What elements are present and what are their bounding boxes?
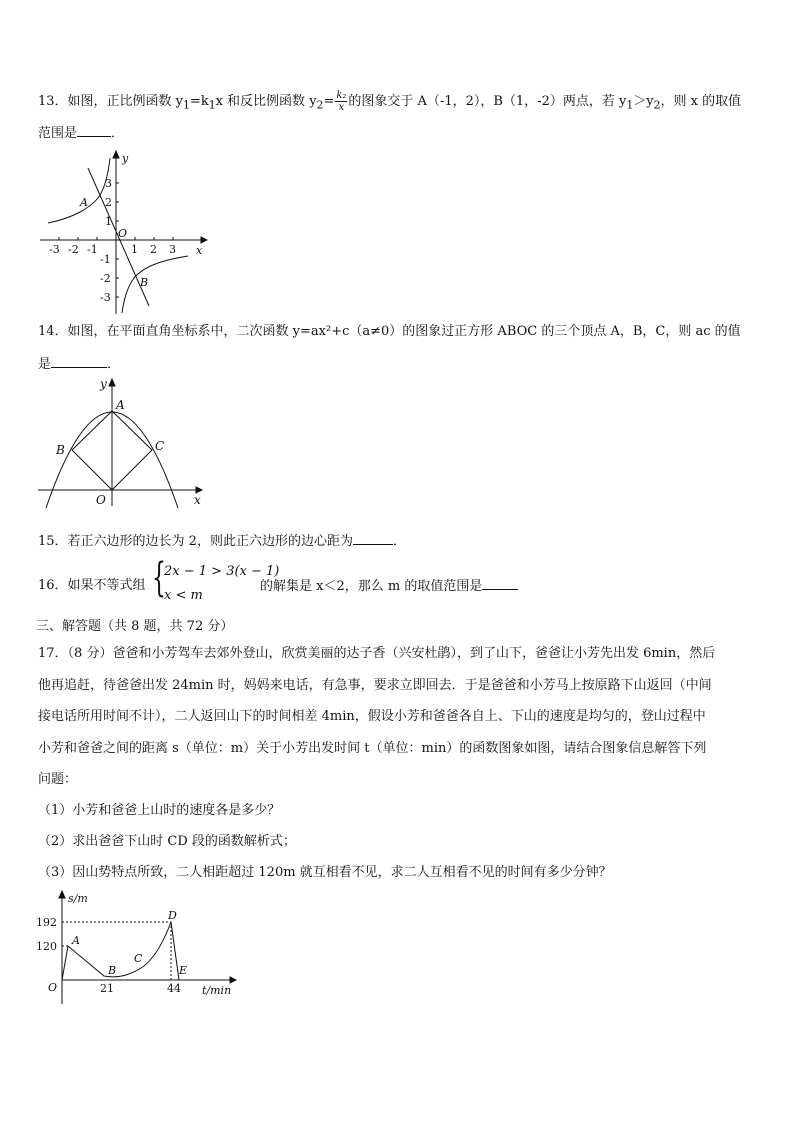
brace-glyph: { bbox=[152, 555, 166, 601]
q13-line2 bbox=[38, 124, 124, 143]
graph-q14 bbox=[36, 374, 208, 510]
q17-line bbox=[38, 771, 77, 789]
graph-q17 bbox=[34, 888, 244, 1008]
x-tick: 2 bbox=[150, 243, 157, 256]
x-tick: 3 bbox=[169, 243, 176, 256]
y-tick-192: 192 bbox=[36, 916, 57, 929]
x-tick: -2 bbox=[68, 243, 79, 256]
frac-den: x bbox=[338, 102, 345, 113]
y-tick: -3 bbox=[100, 291, 111, 304]
q17-subquestion bbox=[38, 802, 280, 820]
q13-text-f: ＞y bbox=[633, 94, 654, 109]
q17-text: 17．（8 分）爸爸和小芳驾车去郊外登山，欣赏美丽的达子香（兴安杜鹃），到了山下，爸爸让小芳先出发 6min，然后 bbox=[38, 646, 716, 661]
q14-line2 bbox=[38, 355, 120, 374]
y-tick: -2 bbox=[100, 272, 111, 285]
q13-text-c: x 和反比例函数 y bbox=[215, 94, 317, 109]
y-axis-arrow bbox=[109, 379, 115, 386]
q17-line bbox=[38, 708, 706, 726]
inequality-row-2: x < m bbox=[164, 588, 203, 603]
point-a-label: A bbox=[116, 398, 125, 412]
q16-post bbox=[260, 577, 518, 596]
q16-post-text: 的解集是 x＜2，那么 m 的取值范围是 bbox=[260, 579, 483, 594]
q17-line bbox=[38, 677, 712, 695]
x-axis-arrow bbox=[230, 977, 236, 983]
q17-sub1: （1）小芳和爸爸上山时的速度各是多少？ bbox=[38, 803, 281, 818]
fraction-k2-over-x bbox=[335, 90, 347, 113]
x-tick: 1 bbox=[131, 243, 138, 256]
y-tick: 1 bbox=[105, 215, 112, 228]
q17-sub2: （2）求出爸爸下山时 CD 段的函数解析式； bbox=[38, 834, 296, 849]
frac-num: k₂ bbox=[336, 90, 347, 101]
graph-q13 bbox=[38, 148, 208, 316]
y-label: y bbox=[100, 377, 107, 391]
y-label: y bbox=[122, 152, 129, 165]
q13-text-d: = bbox=[323, 94, 335, 109]
point-c-label: C bbox=[134, 952, 143, 965]
q17-text: 问题： bbox=[38, 772, 78, 787]
inequality-row-1: 2x − 1 > 3(x − 1) bbox=[164, 564, 280, 579]
x-label: t/min bbox=[202, 984, 232, 997]
q15-end: ． bbox=[392, 534, 406, 549]
x-tick: -1 bbox=[87, 243, 98, 256]
q13-line2-end: ． bbox=[111, 126, 125, 141]
point-c-label: C bbox=[155, 439, 165, 453]
section-title: 三、解答题（共 8 题，共 72 分） bbox=[36, 619, 234, 634]
y-label: s/m bbox=[68, 892, 88, 905]
origin-label: O bbox=[118, 227, 128, 240]
q17-sub3: （3）因山势特点所致，二人相距超过 120m 就互相看不见，求二人互相看不见的时间有多少分钟？ bbox=[38, 865, 612, 880]
q17-text: 他再追赶，待爸爸出发 24min 时，妈妈来电话，有急事，要求立即回去．于是爸爸和小芳马上按原路下山返回（中间 bbox=[38, 678, 712, 693]
q15-text: 15．若正六边形的边长为 2，则此正六边形的边心距为 bbox=[38, 534, 353, 549]
q13-text-a: 13．如图，正比例函数 y bbox=[38, 94, 184, 109]
q16-pre-text: 16．如果不等式组 bbox=[38, 578, 146, 593]
q17-text: 接电话所用时间不计），二人返回山下的时间相差 4min，假设小芳和爸爸各自上、下山的速度是均匀的，登山过程中 bbox=[38, 709, 706, 724]
point-b-label: B bbox=[140, 276, 149, 289]
point-b-label: B bbox=[108, 964, 117, 977]
answer-blank[interactable] bbox=[482, 577, 518, 590]
x-axis-arrow bbox=[201, 237, 207, 243]
x-label: x bbox=[194, 493, 201, 507]
q13-text-e: 的图象交于 A（-1，2），B（1，-2）两点，若 y bbox=[348, 94, 627, 109]
q17-line bbox=[38, 645, 715, 663]
sub: 1 bbox=[183, 98, 190, 112]
q17-text: 小芳和爸爸之间的距离 s（单位：m）关于小芳出发时间 t（单位：min）的函数图象如图，请结合图象信息解答下列 bbox=[38, 741, 707, 756]
distance-graph bbox=[62, 922, 179, 980]
sub: 2 bbox=[653, 98, 661, 112]
sub: 2 bbox=[316, 98, 324, 112]
answer-blank[interactable] bbox=[77, 124, 111, 137]
point-a-label: A bbox=[72, 934, 80, 947]
y-axis-arrow bbox=[113, 151, 119, 158]
x-label: x bbox=[196, 244, 203, 257]
origin-label: O bbox=[48, 981, 58, 994]
q17-line bbox=[38, 740, 706, 758]
sub: 1 bbox=[626, 98, 634, 112]
q13-text-b: =k bbox=[189, 94, 209, 109]
y-tick: 2 bbox=[105, 196, 112, 209]
q14-text: 14．如图，在平面直角坐标系中，二次函数 y=ax²+c（a≠0）的图象过正方形 ABOC 的三个顶点 A，B，C，则 ac 的值 bbox=[38, 324, 741, 339]
x-tick: -3 bbox=[49, 243, 60, 256]
q14-line1 bbox=[38, 323, 741, 341]
x-tick-21: 21 bbox=[100, 982, 114, 995]
point-d-label: D bbox=[168, 909, 177, 922]
section-heading bbox=[36, 618, 233, 636]
q17-subquestion bbox=[38, 833, 296, 851]
q13-line1 bbox=[38, 90, 741, 115]
q15-line bbox=[38, 532, 406, 551]
y-axis-arrow bbox=[59, 891, 65, 898]
origin-label: O bbox=[96, 493, 106, 507]
y-tick: -1 bbox=[100, 253, 111, 266]
point-b-label: B bbox=[56, 443, 65, 457]
q14-line2-end: ． bbox=[107, 357, 121, 372]
x-tick-44: 44 bbox=[167, 982, 181, 995]
answer-blank[interactable] bbox=[353, 532, 393, 545]
q13-line2-text: 范围是 bbox=[38, 126, 78, 141]
q16-pre bbox=[38, 577, 146, 595]
answer-blank[interactable] bbox=[51, 355, 107, 368]
point-a-label: A bbox=[80, 196, 88, 209]
q14-line2-text: 是 bbox=[38, 357, 52, 372]
hyperbola-branch-right bbox=[122, 256, 188, 313]
q17-subquestion bbox=[38, 864, 612, 882]
point-e-label: E bbox=[179, 964, 188, 977]
q13-text-g: ，则 x 的取值 bbox=[660, 94, 742, 109]
sub: 1 bbox=[208, 98, 216, 112]
y-tick: 3 bbox=[105, 177, 112, 190]
hyperbola-branch-left bbox=[48, 158, 110, 223]
y-tick-120: 120 bbox=[36, 940, 57, 953]
